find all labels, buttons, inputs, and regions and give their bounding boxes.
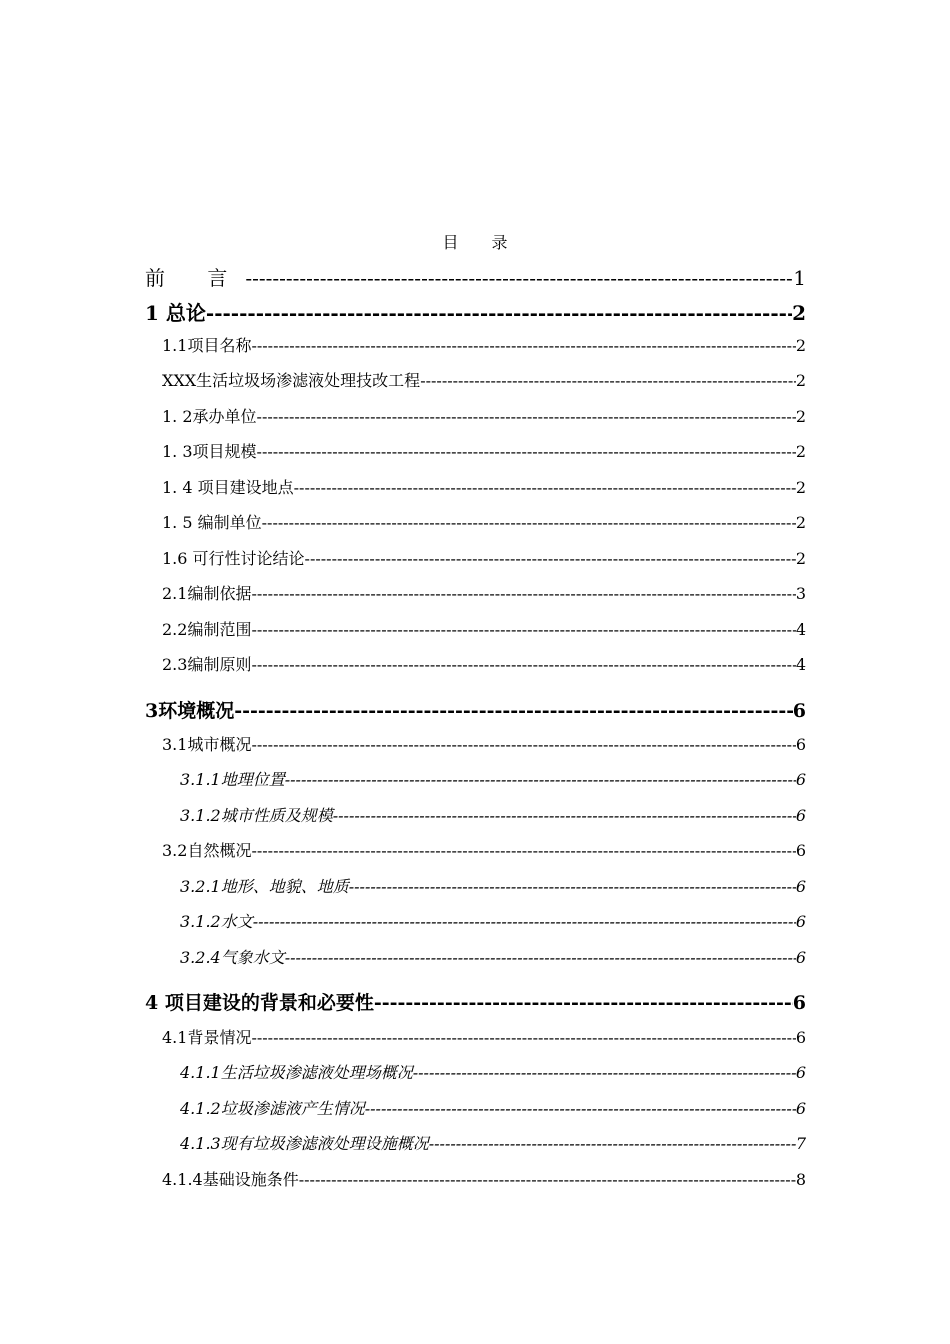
dot-leader — [413, 1063, 796, 1082]
dot-leader — [305, 549, 796, 568]
toc-entry-subsection[interactable] — [180, 1096, 806, 1119]
toc-entry-label: 3.1.2水文 — [180, 912, 253, 931]
dot-leader — [333, 806, 796, 825]
toc-entry-subsection[interactable] — [180, 767, 806, 790]
toc-title: 目 录 — [442, 233, 522, 252]
toc-entry-label: 4.1背景情况 — [162, 1028, 252, 1047]
dot-leader — [365, 1099, 796, 1118]
toc-entry-page: 2 — [795, 371, 806, 390]
toc-entry-page: 2 — [795, 513, 806, 532]
dot-leader — [257, 442, 796, 461]
dot-leader — [251, 1028, 795, 1047]
toc-entry-subsection[interactable] — [180, 945, 806, 968]
dot-leader — [251, 336, 795, 355]
toc-entry-section[interactable] — [162, 368, 806, 391]
toc-entry-page: 6 — [795, 1028, 806, 1047]
toc-entry-section[interactable] — [162, 732, 806, 755]
dot-leader — [251, 841, 795, 860]
toc-entry-chapter-3[interactable] — [145, 696, 806, 723]
dot-leader — [234, 700, 793, 722]
toc-entry-page: 1 — [793, 266, 806, 290]
dot-leader — [420, 371, 796, 390]
toc-entry-page: 2 — [795, 442, 806, 461]
toc-entry-subsection[interactable] — [180, 909, 806, 932]
toc-entry-page: 6 — [795, 735, 806, 754]
toc-entry-subsection[interactable] — [180, 803, 806, 826]
dot-leader — [285, 948, 796, 967]
toc-entry-section[interactable] — [162, 439, 806, 462]
toc-entry-chapter-4[interactable] — [145, 988, 806, 1015]
toc-entry-page: 2 — [795, 407, 806, 426]
toc-entry-label: 4.1.4基础设施条件 — [162, 1170, 299, 1189]
toc-entry-page: 6 — [795, 841, 806, 860]
toc-entry-subsection[interactable] — [180, 1060, 806, 1083]
toc-entry-label: 2.3编制原则 — [162, 655, 252, 674]
toc-entry-section[interactable] — [162, 617, 806, 640]
toc-entry-preface[interactable] — [145, 262, 806, 291]
toc-entry-page: 4 — [795, 620, 806, 639]
toc-entry-label: 1.6 可行性讨论结论 — [162, 549, 305, 568]
toc-entry-label: 1 总论 — [145, 301, 206, 325]
toc-entry-label: 3.1.2城市性质及规模 — [180, 806, 333, 825]
toc-entry-label: 前 言 — [145, 266, 246, 290]
toc-entry-label: XXX生活垃圾场渗滤液处理技改工程 — [162, 371, 421, 390]
toc-entry-page: 2 — [795, 549, 806, 568]
dot-leader — [294, 478, 796, 497]
toc-entry-page: 2 — [792, 301, 806, 325]
toc-entry-label: 4 项目建设的背景和必要性 — [145, 992, 374, 1014]
toc-entry-label: 3.2.4气象水文 — [180, 948, 285, 967]
toc-entry-section[interactable] — [162, 546, 806, 569]
toc-entry-page: 7 — [795, 1134, 806, 1153]
dot-leader — [245, 266, 793, 290]
toc-entry-section[interactable] — [162, 838, 806, 861]
toc-entry-page: 3 — [795, 584, 806, 603]
toc-entry-page: 6 — [795, 770, 806, 789]
toc-entry-page: 6 — [795, 1063, 806, 1082]
toc-entry-page: 2 — [795, 336, 806, 355]
toc-entry-label: 1. 4 项目建设地点 — [162, 478, 294, 497]
toc-entry-chapter-1[interactable] — [145, 297, 806, 326]
toc-entry-page: 6 — [795, 1099, 806, 1118]
toc-entry-label: 4.1.2垃圾渗滤液产生情况 — [180, 1099, 365, 1118]
toc-entry-page: 6 — [792, 992, 806, 1014]
dot-leader — [251, 655, 795, 674]
dot-leader — [429, 1134, 796, 1153]
toc-entry-subsection[interactable] — [180, 1131, 806, 1154]
dot-leader — [374, 992, 793, 1014]
toc-entry-label: 1. 5 编制单位 — [162, 513, 262, 532]
toc-entry-section[interactable] — [162, 333, 806, 356]
dot-leader — [257, 407, 796, 426]
dot-leader — [253, 912, 796, 931]
toc-entry-label: 3环境概况 — [145, 700, 235, 722]
toc-entry-page: 6 — [795, 948, 806, 967]
toc-entry-label: 4.1.3现有垃圾渗滤液处理设施概况 — [180, 1134, 429, 1153]
toc-entry-section[interactable] — [162, 652, 806, 675]
dot-leader — [285, 770, 796, 789]
toc-entry-section[interactable] — [162, 510, 806, 533]
toc-entry-label: 1.1项目名称 — [162, 336, 252, 355]
toc-entry-label: 3.1.1地理位置 — [180, 770, 285, 789]
toc-entry-section[interactable] — [162, 1167, 806, 1190]
toc-entry-page: 2 — [795, 478, 806, 497]
toc-entry-page: 6 — [795, 912, 806, 931]
toc-entry-section[interactable] — [162, 404, 806, 427]
dot-leader — [251, 584, 795, 603]
toc-entry-section[interactable] — [162, 581, 806, 604]
toc-entry-label: 3.2自然概况 — [162, 841, 252, 860]
dot-leader — [349, 877, 796, 896]
toc-entry-label: 4.1.1生活垃圾渗滤液处理场概况 — [180, 1063, 413, 1082]
dot-leader — [262, 513, 796, 532]
toc-entry-label: 1. 2承办单位 — [162, 407, 257, 426]
toc-entry-section[interactable] — [162, 1025, 806, 1048]
toc-entry-subsection[interactable] — [180, 874, 806, 897]
toc-entry-page: 6 — [795, 806, 806, 825]
toc-entry-label: 3.1城市概况 — [162, 735, 252, 754]
dot-leader — [299, 1170, 796, 1189]
toc-entry-label: 2.1编制依据 — [162, 584, 252, 603]
toc-entry-page: 6 — [792, 700, 806, 722]
toc-entry-label: 2.2编制范围 — [162, 620, 252, 639]
toc-entry-section[interactable] — [162, 475, 806, 498]
toc-entry-label: 1. 3项目规模 — [162, 442, 257, 461]
dot-leader — [206, 301, 792, 325]
toc-entry-page: 4 — [795, 655, 806, 674]
toc-entry-label: 3.2.1地形、地貌、地质 — [180, 877, 349, 896]
dot-leader — [251, 735, 795, 754]
dot-leader — [251, 620, 795, 639]
toc-entry-page: 8 — [795, 1170, 806, 1189]
toc-entry-page: 6 — [795, 877, 806, 896]
